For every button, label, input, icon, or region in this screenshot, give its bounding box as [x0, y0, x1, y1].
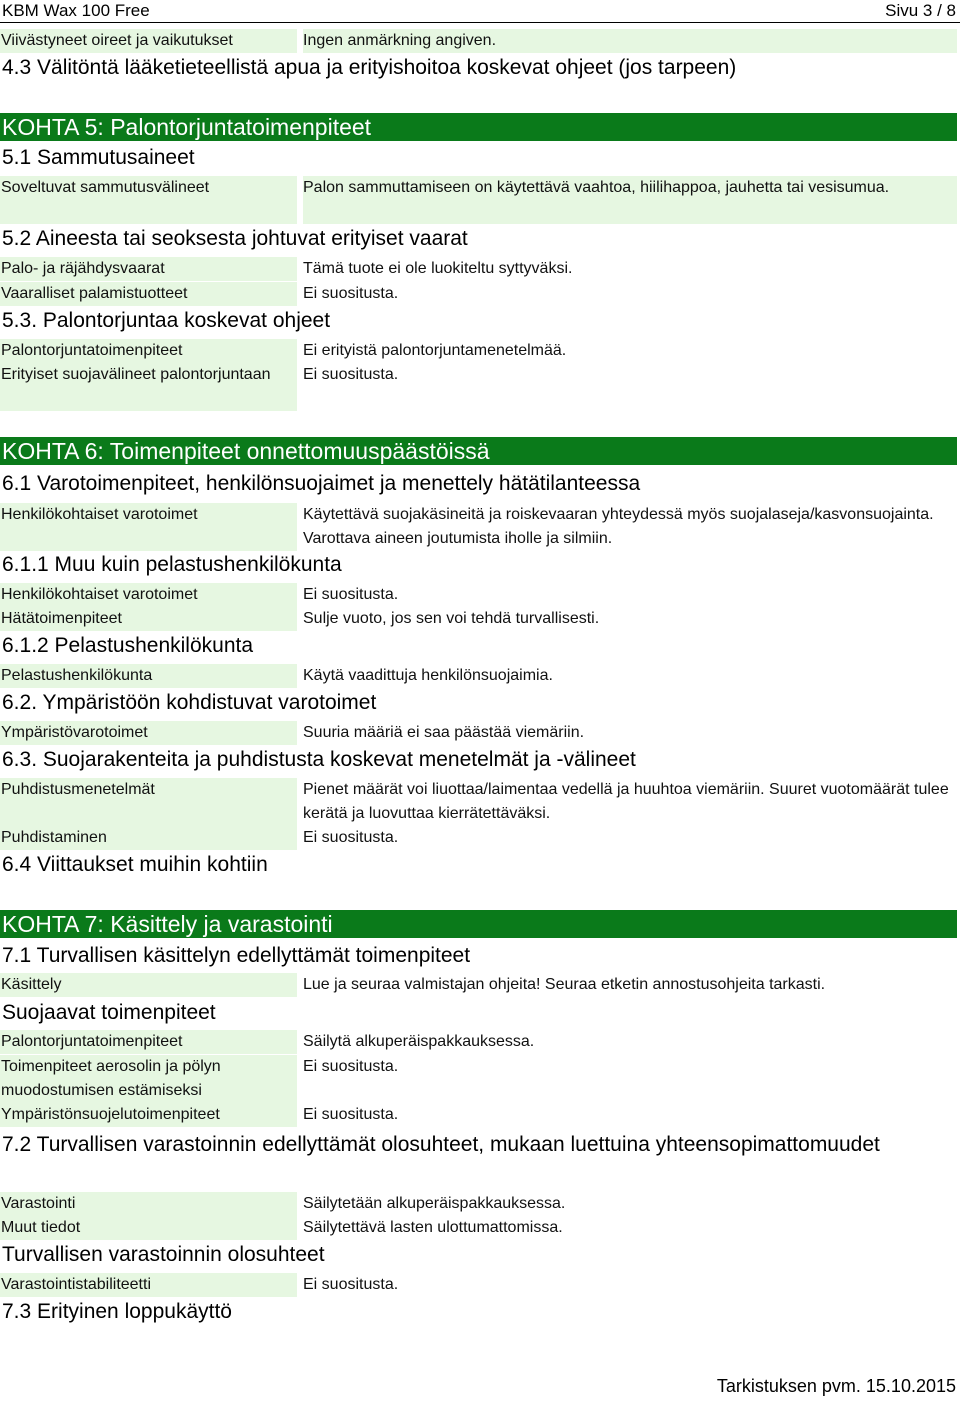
heading-6-3: 6.3. Suojarakenteita ja puhdistusta koskevat menetelmät ja -välineet [2, 748, 636, 771]
label-other-info: Muut tiedot [0, 1216, 297, 1240]
page-header [0, 0, 960, 23]
value-cleanup-methods: Pienet määrät voi liuottaa/laimentaa vedellä ja huuhtoa viemäriin. Suuret vuotomäärät tulee kerätä ja luovuttaa kierrätettäväksi. [303, 781, 949, 822]
label-combustion-products: Vaaralliset palamistuotteet [0, 282, 297, 306]
label-emergency-responders: Pelastushenkilökunta [0, 664, 297, 688]
label-emergency-measures: Hätätoimenpiteet [0, 607, 297, 631]
label-protective-equipment: Erityiset suojavälineet palontorjuntaan [0, 363, 297, 411]
heading-6-1-2: 6.1.2 Pelastushenkilökunta [2, 634, 254, 657]
value-environmental-precautions: Suuria määriä ei saa päästää viemäriin. [303, 724, 585, 741]
heading-6-1-1: 6.1.1 Muu kuin pelastushenkilökunta [2, 553, 342, 576]
value-personal-precautions: Käytettävä suojakäsineitä ja roiskevaaran yhteydessä myös suojalaseja/kasvonsuojainta. Varottava aineen joutumista iholle ja silmiin. [303, 506, 934, 547]
heading-safe-storage: Turvallisen varastoinnin olosuhteet [2, 1243, 325, 1266]
value-emergency-measures: Sulje vuoto, jos sen voi tehdä turvallisesti. [303, 610, 600, 627]
label-personal-precautions-2: Henkilökohtaiset varotoimet [0, 583, 297, 607]
label-cleaning: Puhdistaminen [0, 826, 297, 850]
label-fire-hazards: Palo- ja räjähdysvaarat [0, 257, 297, 281]
value-extinguishing-media: Palon sammuttamiseen on käytettävä vaahtoa, hiilihappoa, jauhetta tai vesisumua. [303, 176, 957, 224]
label-firefighting-measures: Palontorjuntatoimenpiteet [0, 339, 297, 363]
value-delayed-symptoms: Ingen anmärkning angiven. [303, 29, 957, 53]
heading-7-3: 7.3 Erityinen loppukäyttö [2, 1300, 232, 1323]
section-5-banner: KOHTA 5: Palontorjuntatoimenpiteet [0, 113, 957, 141]
heading-4-3: 4.3 Välitöntä lääketieteellistä apua ja erityishoitoa koskevat ohjeet (jos tarpeen) [2, 56, 737, 79]
heading-5-1: 5.1 Sammutusaineet [2, 146, 195, 169]
heading-6-4: 6.4 Viittaukset muihin kohtiin [2, 853, 268, 876]
heading-5-2: 5.2 Aineesta tai seoksesta johtuvat erityiset vaarat [2, 227, 468, 250]
value-storage-stability: Ei suositusta. [303, 1276, 399, 1293]
value-other-info: Säilytettävä lasten ulottumattomissa. [303, 1219, 563, 1236]
value-fire-hazards: Tämä tuote ei ole luokiteltu syttyväksi. [303, 260, 573, 277]
value-environmental-protection: Ei suositusta. [303, 1106, 399, 1123]
label-environmental-protection: Ympäristönsuojelutoimenpiteet [0, 1103, 297, 1127]
heading-6-2: 6.2. Ympäristöön kohdistuvat varotoimet [2, 691, 377, 714]
heading-protective-measures: Suojaavat toimenpiteet [2, 1001, 216, 1024]
page-number: Sivu 3 / 8 [885, 1, 956, 20]
value-cleaning: Ei suositusta. [303, 829, 399, 846]
value-personal-precautions-2: Ei suositusta. [303, 586, 399, 603]
label-delayed-symptoms: Viivästyneet oireet ja vaikutukset [0, 29, 297, 53]
label-fire-prevention: Palontorjuntatoimenpiteet [0, 1030, 297, 1054]
label-storage-stability: Varastointistabiliteetti [0, 1273, 297, 1297]
label-handling: Käsittely [0, 973, 297, 997]
value-handling: Lue ja seuraa valmistajan ohjeita! Seuraa etketin annostusohjeita tarkasti. [303, 976, 826, 993]
heading-7-1: 7.1 Turvallisen käsittelyn edellyttämät toimenpiteet [2, 944, 471, 967]
revision-date: Tarkistuksen pvm. 15.10.2015 [716, 1376, 956, 1396]
value-firefighting-measures: Ei erityistä palontorjuntamenetelmää. [303, 342, 567, 359]
value-storage: Säilytetään alkuperäispakkauksessa. [303, 1195, 566, 1212]
label-storage: Varastointi [0, 1192, 297, 1216]
value-fire-prevention: Säilytä alkuperäispakkauksessa. [303, 1033, 535, 1050]
value-emergency-responders: Käytä vaadittuja henkilönsuojaimia. [303, 667, 553, 684]
section-7-banner: KOHTA 7: Käsittely ja varastointi [0, 910, 957, 938]
section-6-banner: KOHTA 6: Toimenpiteet onnettomuuspäästöissä [0, 437, 957, 465]
label-environmental-precautions: Ympäristövarotoimet [0, 721, 297, 745]
heading-5-3: 5.3. Palontorjuntaa koskevat ohjeet [2, 309, 331, 332]
heading-6-1: 6.1 Varotoimenpiteet, henkilönsuojaimet ja menettely hätätilanteessa [2, 472, 641, 495]
value-combustion-products: Ei suositusta. [303, 285, 399, 302]
value-protective-equipment: Ei suositusta. [303, 366, 399, 383]
label-personal-precautions: Henkilökohtaiset varotoimet [0, 503, 297, 551]
document-title: KBM Wax 100 Free [2, 1, 150, 20]
label-aerosol-dust-prevention: Toimenpiteet aerosolin ja pölyn muodostumisen estämiseksi [0, 1055, 297, 1103]
value-aerosol-dust-prevention: Ei suositusta. [303, 1058, 399, 1075]
label-extinguishing-media: Soveltuvat sammutusvälineet [0, 176, 297, 224]
label-cleanup-methods: Puhdistusmenetelmät [0, 778, 297, 826]
heading-7-2: 7.2 Turvallisen varastoinnin edellyttämät olosuhteet, mukaan luettuina yhteensopimattomuudet [2, 1133, 880, 1156]
